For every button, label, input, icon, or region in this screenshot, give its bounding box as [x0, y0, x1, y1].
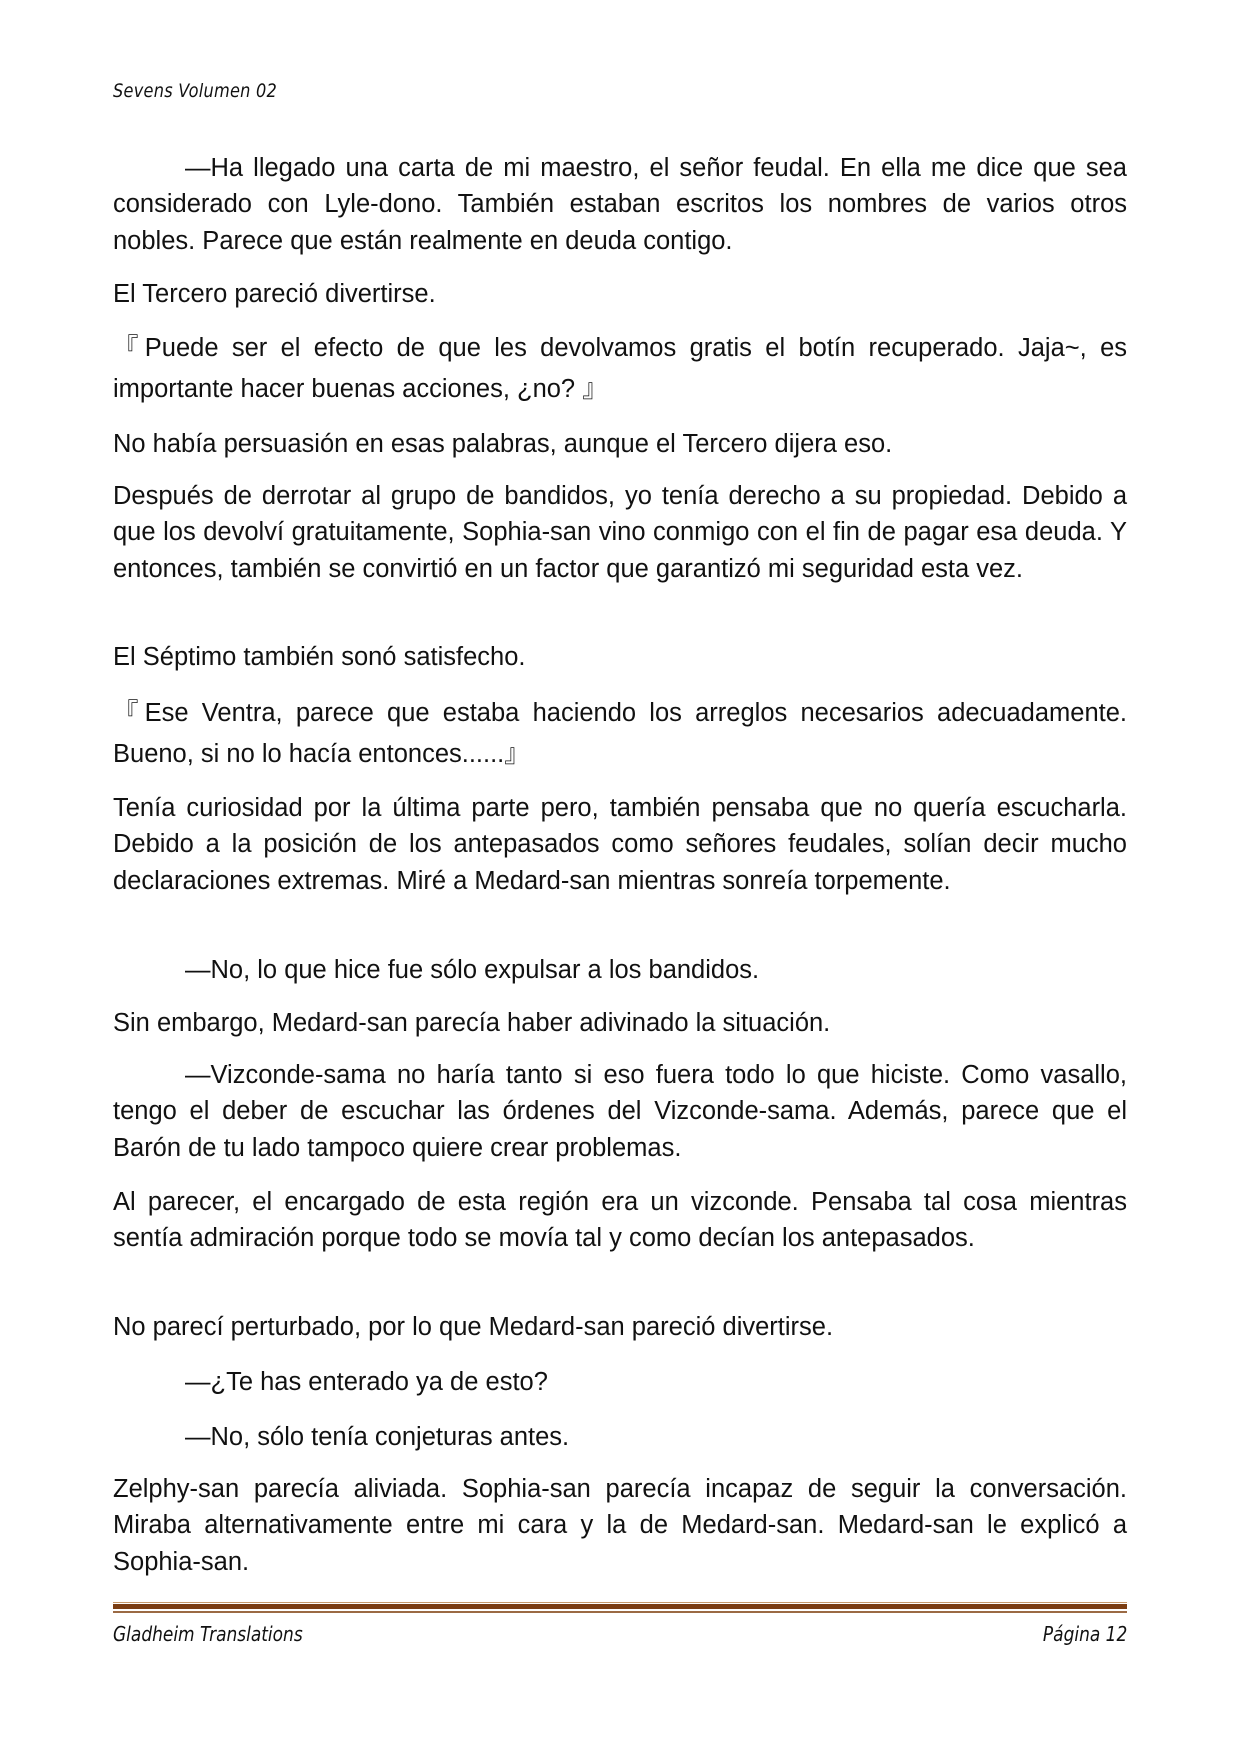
paragraph: El Séptimo también sonó satisfecho. — [113, 643, 526, 671]
paragraph: 『Puede ser el efecto de que les devolvamos gratis el botín recuperado. Jaja~, es importante hacer buenas acciones, ¿no? 』 — [113, 334, 1127, 403]
paragraph: —Ha llegado una carta de mi maestro, el señor feudal. En ella me dice que sea considerado con Lyle-dono. También estaban escritos los nombres de varios otros nobles. Parece que están realmente en deuda contigo. — [113, 154, 1127, 255]
paragraph: Tenía curiosidad por la última parte pero, también pensaba que no quería escucharla. Debido a la posición de los antepasados como señores feudales, solían decir mucho declaraciones extremas. Miré a Medard-san mientras sonreía torpemente. — [113, 794, 1127, 895]
paragraph: —¿Te has enterado ya de esto? — [185, 1368, 548, 1396]
paragraph: Al parecer, el encargado de esta región era un vizconde. Pensaba tal cosa mientras sentía admiración porque todo se movía tal y como decían los antepasados. — [113, 1188, 1127, 1253]
footer-rule-highlight — [113, 1602, 1127, 1603]
running-header: Sevens Volumen 02 — [113, 80, 278, 102]
paragraph: No parecí perturbado, por lo que Medard-san pareció divertirse. — [113, 1313, 834, 1341]
paragraph: El Tercero pareció divertirse. — [113, 280, 436, 308]
paragraph: —No, sólo tenía conjeturas antes. — [185, 1423, 570, 1451]
paragraph: Sin embargo, Medard-san parecía haber adivinado la situación. — [113, 1009, 831, 1037]
paragraph: 『Ese Ventra, parece que estaba haciendo los arreglos necesarios adecuadamente. Bueno, si no lo hacía entonces......』 — [113, 699, 1127, 768]
footer-rule — [113, 1604, 1127, 1609]
paragraph: Zelphy-san parecía aliviada. Sophia-san parecía incapaz de seguir la conversación. Miraba alternativamente entre mi cara y la de Medard-san. Medard-san le explicó a Sophia-san. — [113, 1475, 1127, 1576]
paragraph: —No, lo que hice fue sólo expulsar a los bandidos. — [185, 956, 760, 984]
page-number: Página 12 — [1042, 1622, 1127, 1646]
footer-publisher: Gladheim Translations — [113, 1622, 303, 1646]
paragraph: Después de derrotar al grupo de bandidos, yo tenía derecho a su propiedad. Debido a que los devolví gratuitamente, Sophia-san vino conmigo con el fin de pagar esa deuda. Y entonces, también se convirtió en un factor que garantizó mi seguridad esta vez. — [113, 482, 1127, 583]
paragraph: No había persuasión en esas palabras, aunque el Tercero dijera eso. — [113, 430, 893, 458]
footer-rule-thin — [113, 1611, 1127, 1613]
paragraph: —Vizconde-sama no haría tanto si eso fuera todo lo que hiciste. Como vasallo, tengo el deber de escuchar las órdenes del Vizconde-sama. Además, parece que el Barón de tu lado tampoco quiere crear problemas. — [113, 1061, 1127, 1162]
